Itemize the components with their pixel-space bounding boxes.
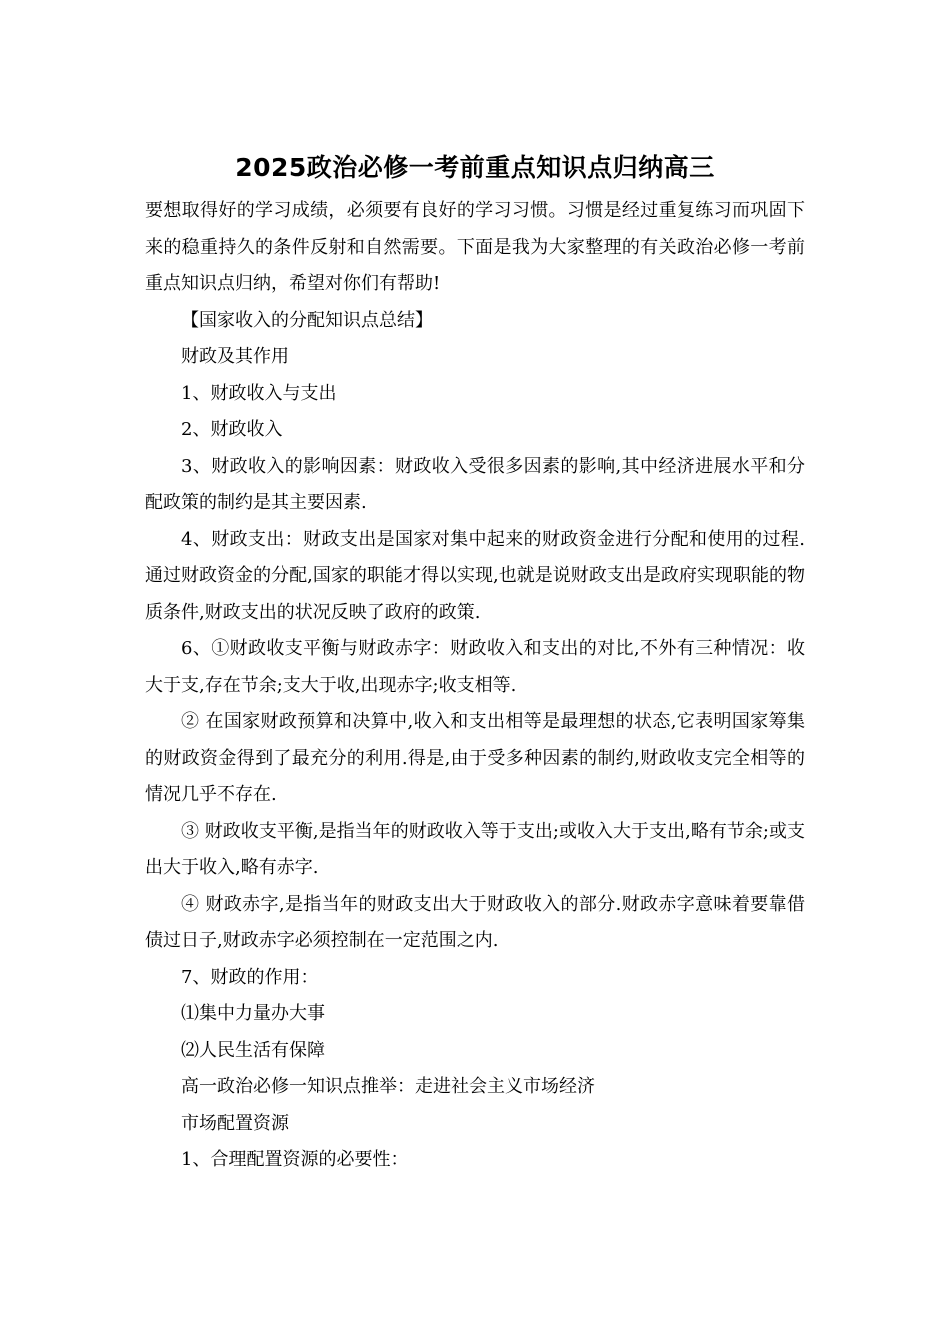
paragraph: 财政及其作用 [181, 346, 289, 367]
paragraph: ④ 财政赤字,是指当年的财政支出大于财政收入的部分.财政赤字意味着要靠借债过日子,财政赤字必须控制在一定范围之内. [145, 893, 805, 951]
paragraph: 1、财政收入与支出 [181, 382, 337, 404]
paragraph: 【国家收入的分配知识点总结】 [181, 309, 433, 331]
paragraph: ⑴集中力量办大事 [181, 1003, 325, 1024]
document-title: 2025政治必修一考前重点知识点归纳高三 [235, 153, 715, 182]
paragraph: 7、财政的作用： [181, 966, 319, 988]
paragraph: 6、①财政收支平衡与财政赤字：财政收入和支出的对比,不外有三种情况：收大于支,存在节余;支大于收,出现赤字;收支相等. [145, 638, 805, 696]
paragraph: ② 在国家财政预算和决算中,收入和支出相等是最理想的状态,它表明国家筹集的财政资金得到了最充分的利用.得是,由于受多种因素的制约,财政收支完全相等的情况几乎不存在. [145, 711, 805, 805]
paragraph: 高一政治必修一知识点推举：走进社会主义市场经济 [181, 1076, 595, 1097]
paragraph: 3、财政收入的影响因素：财政收入受很多因素的影响,其中经济进展水平和分配政策的制约是其主要因素. [145, 455, 805, 513]
paragraph: 市场配置资源 [181, 1112, 289, 1134]
paragraph: ⑵人民生活有保障 [181, 1039, 325, 1061]
paragraph: ③ 财政收支平衡,是指当年的财政收入等于支出;或收入大于支出,略有节余;或支出大于收入,略有赤字. [145, 820, 805, 878]
paragraph: 1、合理配置资源的必要性： [181, 1149, 409, 1170]
paragraph: 要想取得好的学习成绩，必须要有良好的学习习惯。习惯是经过重复练习而巩固下来的稳重持久的条件反射和自然需要。下面是我为大家整理的有关政治必修一考前重点知识点归纳，希望对你们有帮助! [145, 200, 805, 294]
paragraph: 4、财政支出：财政支出是国家对集中起来的财政资金进行分配和使用的过程.通过财政资金的分配,国家的职能才得以实现,也就是说财政支出是政府实现职能的物质条件,财政支出的状况反映了政府的政策. [145, 528, 805, 623]
paragraph: 2、财政收入 [181, 419, 283, 440]
document-body [145, 193, 805, 1179]
